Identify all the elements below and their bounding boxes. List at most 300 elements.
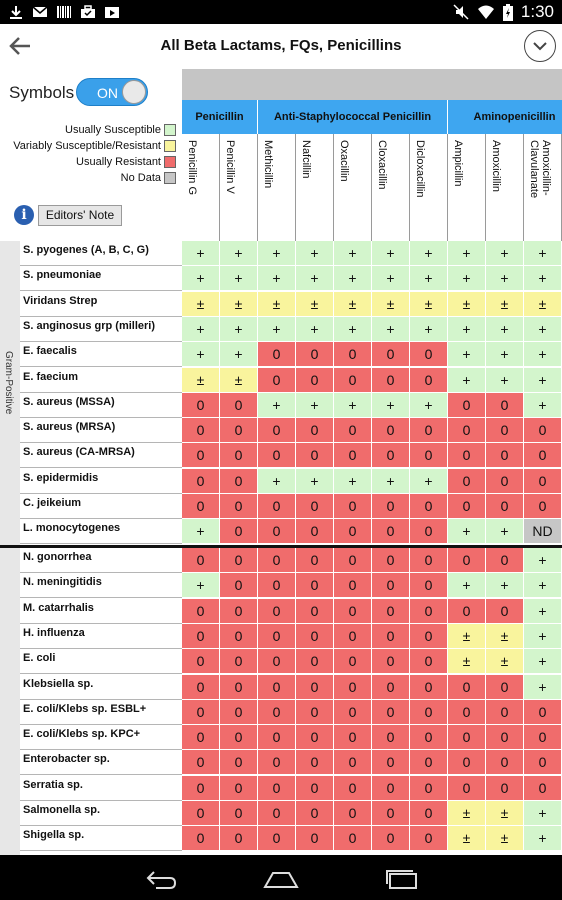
susceptibility-cell[interactable]: 0 — [182, 624, 220, 649]
organism-row — [0, 624, 562, 649]
susceptibility-cell[interactable]: + — [296, 241, 334, 266]
organism-row — [0, 700, 562, 725]
susceptibility-cell[interactable]: 0 — [448, 418, 486, 443]
susceptibility-cell[interactable]: 0 — [372, 342, 410, 367]
susceptibility-cell[interactable]: ± — [448, 649, 486, 674]
susceptibility-cell[interactable]: 0 — [258, 368, 296, 393]
susceptibility-cell[interactable]: + — [448, 266, 486, 291]
recents-nav-icon[interactable] — [384, 867, 420, 889]
susceptibility-cell[interactable]: 0 — [182, 801, 220, 826]
susceptibility-cell[interactable]: ± — [258, 292, 296, 317]
susceptibility-cell[interactable]: 0 — [220, 624, 258, 649]
susceptibility-cell[interactable]: + — [486, 573, 524, 598]
organism-name[interactable]: E. coli/Klebs sp. ESBL+ — [20, 700, 182, 725]
organism-row — [0, 801, 562, 826]
susceptibility-cell[interactable]: + — [372, 317, 410, 342]
susceptibility-cell[interactable]: ± — [220, 292, 258, 317]
susceptibility-cell[interactable]: 0 — [448, 776, 486, 801]
susceptibility-cell[interactable]: 0 — [524, 418, 562, 443]
drug-column-header[interactable] — [220, 134, 258, 241]
drug-column-header[interactable] — [448, 134, 486, 241]
susceptibility-cell[interactable]: 0 — [448, 725, 486, 750]
susceptibility-cell[interactable]: 0 — [486, 599, 524, 624]
susceptibility-cell[interactable]: 0 — [334, 624, 372, 649]
susceptibility-cell[interactable]: 0 — [334, 494, 372, 519]
susceptibility-cell[interactable]: 0 — [334, 519, 372, 544]
susceptibility-cell[interactable]: 0 — [220, 700, 258, 725]
susceptibility-cell[interactable]: 0 — [410, 342, 448, 367]
susceptibility-cell[interactable]: + — [448, 368, 486, 393]
drug-column-header[interactable] — [296, 134, 334, 241]
susceptibility-cell[interactable]: 0 — [296, 443, 334, 468]
susceptibility-cell[interactable]: + — [524, 368, 562, 393]
navigation-bar — [0, 855, 562, 900]
susceptibility-cell[interactable]: + — [334, 469, 372, 494]
info-icon[interactable]: i — [14, 205, 34, 225]
susceptibility-cell[interactable]: 0 — [410, 418, 448, 443]
back-nav-icon[interactable] — [142, 867, 178, 889]
susceptibility-cell[interactable]: 0 — [410, 573, 448, 598]
susceptibility-cell[interactable]: 0 — [372, 826, 410, 851]
susceptibility-cell[interactable]: + — [448, 342, 486, 367]
susceptibility-grid[interactable] — [0, 241, 562, 855]
susceptibility-cell[interactable]: 0 — [220, 776, 258, 801]
susceptibility-cell[interactable]: 0 — [372, 801, 410, 826]
drug-column-header[interactable] — [182, 134, 220, 241]
drug-column-header[interactable] — [410, 134, 448, 241]
susceptibility-cell[interactable]: + — [182, 573, 220, 598]
chevron-down-icon — [532, 40, 548, 52]
drug-column-header[interactable] — [372, 134, 410, 241]
susceptibility-cell[interactable]: 0 — [448, 443, 486, 468]
organism-name[interactable]: Salmonella sp. — [20, 801, 182, 826]
susceptibility-cell[interactable]: 0 — [410, 801, 448, 826]
toggle-label: ON — [97, 85, 118, 101]
susceptibility-cell[interactable]: 0 — [410, 624, 448, 649]
susceptibility-cell[interactable]: 0 — [334, 801, 372, 826]
susceptibility-cell[interactable]: 0 — [220, 573, 258, 598]
susceptibility-cell[interactable]: ± — [486, 826, 524, 851]
organism-name[interactable]: S. pneumoniae — [20, 266, 182, 291]
susceptibility-cell[interactable]: 0 — [220, 494, 258, 519]
drug-group-header-cell: Penicillin — [182, 100, 258, 134]
susceptibility-cell[interactable]: ± — [334, 292, 372, 317]
mute-icon — [453, 4, 469, 20]
home-nav-icon[interactable] — [262, 867, 300, 889]
organism-name[interactable]: Shigella sp. — [20, 826, 182, 851]
drug-column-header[interactable] — [524, 134, 562, 241]
susceptibility-cell[interactable]: 0 — [296, 624, 334, 649]
susceptibility-cell[interactable]: 0 — [524, 494, 562, 519]
organism-name[interactable]: Viridans Strep — [20, 292, 182, 317]
susceptibility-cell[interactable]: 0 — [296, 573, 334, 598]
susceptibility-cell[interactable]: 0 — [486, 675, 524, 700]
susceptibility-cell[interactable]: + — [220, 342, 258, 367]
susceptibility-cell[interactable]: 0 — [372, 624, 410, 649]
susceptibility-cell[interactable]: 0 — [410, 649, 448, 674]
susceptibility-cell[interactable]: 0 — [410, 443, 448, 468]
susceptibility-cell[interactable]: 0 — [448, 675, 486, 700]
susceptibility-cell[interactable]: 0 — [410, 368, 448, 393]
susceptibility-cell[interactable]: ± — [486, 649, 524, 674]
susceptibility-cell[interactable]: 0 — [220, 393, 258, 418]
susceptibility-cell[interactable]: + — [486, 342, 524, 367]
susceptibility-cell[interactable]: 0 — [372, 443, 410, 468]
susceptibility-cell[interactable]: + — [296, 266, 334, 291]
susceptibility-cell[interactable]: 0 — [372, 368, 410, 393]
susceptibility-cell[interactable]: 0 — [410, 599, 448, 624]
drug-name: Oxacillin — [338, 140, 350, 182]
susceptibility-cell[interactable]: + — [182, 342, 220, 367]
susceptibility-cell[interactable]: 0 — [182, 675, 220, 700]
organism-name[interactable]: M. catarrhalis — [20, 599, 182, 624]
susceptibility-cell[interactable]: + — [182, 317, 220, 342]
organism-name[interactable]: L. monocytogenes — [20, 519, 182, 544]
susceptibility-cell[interactable]: 0 — [296, 494, 334, 519]
susceptibility-cell[interactable]: 0 — [486, 700, 524, 725]
susceptibility-cell[interactable]: 0 — [372, 776, 410, 801]
susceptibility-cell[interactable]: ± — [448, 826, 486, 851]
susceptibility-cell[interactable]: 0 — [448, 393, 486, 418]
drug-name: Methicillin — [262, 140, 274, 189]
susceptibility-cell[interactable]: 0 — [486, 418, 524, 443]
susceptibility-cell[interactable]: + — [410, 266, 448, 291]
susceptibility-cell[interactable]: 0 — [220, 750, 258, 775]
susceptibility-cell[interactable]: + — [524, 624, 562, 649]
susceptibility-cell[interactable]: + — [486, 519, 524, 544]
susceptibility-cell[interactable]: 0 — [258, 548, 296, 573]
susceptibility-cell[interactable]: + — [296, 317, 334, 342]
susceptibility-cell[interactable]: + — [296, 469, 334, 494]
susceptibility-cell[interactable]: 0 — [372, 750, 410, 775]
susceptibility-cell[interactable]: 0 — [258, 573, 296, 598]
susceptibility-cell[interactable]: ± — [220, 368, 258, 393]
susceptibility-cell[interactable]: 0 — [182, 393, 220, 418]
susceptibility-cell[interactable]: 0 — [372, 573, 410, 598]
susceptibility-cell[interactable]: + — [524, 649, 562, 674]
susceptibility-cell[interactable]: 0 — [220, 443, 258, 468]
susceptibility-cell[interactable]: 0 — [410, 725, 448, 750]
susceptibility-cell[interactable]: 0 — [410, 826, 448, 851]
susceptibility-cell[interactable]: 0 — [372, 725, 410, 750]
susceptibility-cell[interactable]: + — [220, 317, 258, 342]
susceptibility-cell[interactable]: + — [410, 469, 448, 494]
susceptibility-cell[interactable]: 0 — [410, 675, 448, 700]
susceptibility-cell[interactable]: ± — [486, 801, 524, 826]
susceptibility-cell[interactable]: 0 — [182, 494, 220, 519]
susceptibility-cell[interactable]: + — [372, 266, 410, 291]
susceptibility-cell[interactable]: 0 — [334, 443, 372, 468]
susceptibility-cell[interactable]: ± — [448, 801, 486, 826]
susceptibility-cell[interactable]: 0 — [296, 599, 334, 624]
organism-name[interactable]: E. faecalis — [20, 342, 182, 367]
susceptibility-cell[interactable]: 0 — [334, 700, 372, 725]
susceptibility-cell[interactable]: + — [448, 519, 486, 544]
susceptibility-cell[interactable]: 0 — [524, 443, 562, 468]
susceptibility-cell[interactable]: + — [524, 599, 562, 624]
susceptibility-cell[interactable]: 0 — [334, 675, 372, 700]
susceptibility-cell[interactable]: 0 — [220, 519, 258, 544]
susceptibility-cell[interactable]: 0 — [296, 725, 334, 750]
susceptibility-cell[interactable]: 0 — [372, 494, 410, 519]
susceptibility-cell[interactable]: ± — [486, 624, 524, 649]
organism-name[interactable]: S. aureus (MRSA) — [20, 418, 182, 443]
susceptibility-cell[interactable]: 0 — [296, 548, 334, 573]
susceptibility-cell[interactable]: 0 — [372, 599, 410, 624]
susceptibility-cell[interactable]: 0 — [410, 519, 448, 544]
susceptibility-cell[interactable]: ± — [182, 368, 220, 393]
susceptibility-cell[interactable]: 0 — [296, 750, 334, 775]
susceptibility-cell[interactable]: 0 — [296, 342, 334, 367]
susceptibility-cell[interactable]: 0 — [372, 675, 410, 700]
susceptibility-cell[interactable]: 0 — [258, 342, 296, 367]
susceptibility-cell[interactable]: 0 — [258, 776, 296, 801]
susceptibility-cell[interactable]: 0 — [182, 599, 220, 624]
organism-name[interactable]: S. epidermidis — [20, 469, 182, 494]
organism-name[interactable]: E. coli/Klebs sp. KPC+ — [20, 725, 182, 750]
organism-name[interactable]: N. meningitidis — [20, 573, 182, 598]
susceptibility-cell[interactable]: + — [524, 573, 562, 598]
susceptibility-cell[interactable]: 0 — [182, 418, 220, 443]
susceptibility-cell[interactable]: 0 — [410, 700, 448, 725]
organism-name[interactable]: C. jeikeium — [20, 494, 182, 519]
drug-column-header[interactable] — [258, 134, 296, 241]
susceptibility-cell[interactable]: 0 — [334, 649, 372, 674]
susceptibility-cell[interactable]: 0 — [182, 725, 220, 750]
susceptibility-cell[interactable]: + — [524, 675, 562, 700]
susceptibility-cell[interactable]: 0 — [296, 519, 334, 544]
susceptibility-cell[interactable]: 0 — [182, 700, 220, 725]
susceptibility-cell[interactable]: 0 — [258, 599, 296, 624]
susceptibility-cell[interactable]: 0 — [372, 649, 410, 674]
susceptibility-cell[interactable]: 0 — [486, 469, 524, 494]
organism-name[interactable]: S. aureus (MSSA) — [20, 393, 182, 418]
susceptibility-cell[interactable]: + — [258, 317, 296, 342]
susceptibility-cell[interactable]: + — [334, 266, 372, 291]
susceptibility-cell[interactable]: 0 — [334, 418, 372, 443]
susceptibility-cell[interactable]: 0 — [296, 826, 334, 851]
susceptibility-cell[interactable]: + — [486, 317, 524, 342]
susceptibility-cell[interactable]: 0 — [334, 342, 372, 367]
susceptibility-cell[interactable]: 0 — [220, 675, 258, 700]
susceptibility-cell[interactable]: 0 — [182, 469, 220, 494]
susceptibility-cell[interactable]: + — [486, 368, 524, 393]
organism-name[interactable]: Klebsiella sp. — [20, 675, 182, 700]
susceptibility-cell[interactable]: + — [448, 241, 486, 266]
susceptibility-cell[interactable]: + — [410, 393, 448, 418]
organism-name[interactable]: Serratia sp. — [20, 776, 182, 801]
susceptibility-cell[interactable]: 0 — [334, 548, 372, 573]
susceptibility-cell[interactable]: 0 — [448, 469, 486, 494]
susceptibility-cell[interactable]: + — [372, 393, 410, 418]
susceptibility-cell[interactable]: ± — [448, 292, 486, 317]
organism-name[interactable]: S. pyogenes (A, B, C, G) — [20, 241, 182, 266]
susceptibility-cell[interactable]: + — [524, 826, 562, 851]
susceptibility-cell[interactable]: 0 — [258, 624, 296, 649]
susceptibility-cell[interactable]: 0 — [220, 649, 258, 674]
susceptibility-cell[interactable]: 0 — [258, 675, 296, 700]
drug-name: Nafcillin — [300, 140, 312, 179]
susceptibility-cell[interactable]: 0 — [334, 750, 372, 775]
susceptibility-cell[interactable]: ± — [372, 292, 410, 317]
susceptibility-cell[interactable]: ± — [182, 292, 220, 317]
susceptibility-cell[interactable]: 0 — [220, 469, 258, 494]
susceptibility-cell[interactable]: + — [448, 573, 486, 598]
susceptibility-cell[interactable]: 0 — [486, 393, 524, 418]
susceptibility-cell[interactable]: 0 — [448, 548, 486, 573]
susceptibility-cell[interactable]: 0 — [334, 368, 372, 393]
organism-name[interactable]: E. faecium — [20, 368, 182, 393]
susceptibility-cell[interactable]: 0 — [182, 776, 220, 801]
susceptibility-cell[interactable]: + — [524, 548, 562, 573]
susceptibility-cell[interactable]: 0 — [296, 368, 334, 393]
susceptibility-cell[interactable]: + — [334, 317, 372, 342]
susceptibility-cell[interactable]: 0 — [182, 649, 220, 674]
susceptibility-cell[interactable]: 0 — [182, 826, 220, 851]
susceptibility-cell[interactable]: 0 — [448, 700, 486, 725]
susceptibility-cell[interactable]: 0 — [410, 750, 448, 775]
susceptibility-cell[interactable]: 0 — [334, 725, 372, 750]
susceptibility-cell[interactable]: + — [524, 241, 562, 266]
susceptibility-cell[interactable]: 0 — [372, 700, 410, 725]
susceptibility-cell[interactable]: 0 — [258, 826, 296, 851]
organism-name[interactable]: E. coli — [20, 649, 182, 674]
susceptibility-cell[interactable]: 0 — [486, 548, 524, 573]
susceptibility-cell[interactable]: 0 — [258, 649, 296, 674]
organism-row — [0, 342, 562, 367]
susceptibility-cell[interactable]: 0 — [486, 494, 524, 519]
susceptibility-cell[interactable]: 0 — [524, 469, 562, 494]
organism-name[interactable]: S. aureus (CA-MRSA) — [20, 443, 182, 468]
susceptibility-cell[interactable]: 0 — [334, 826, 372, 851]
susceptibility-cell[interactable]: 0 — [220, 548, 258, 573]
susceptibility-cell[interactable]: + — [448, 317, 486, 342]
susceptibility-cell[interactable]: 0 — [220, 725, 258, 750]
susceptibility-cell[interactable]: + — [258, 469, 296, 494]
susceptibility-cell[interactable]: + — [334, 241, 372, 266]
susceptibility-cell[interactable]: 0 — [372, 548, 410, 573]
susceptibility-cell[interactable]: 0 — [334, 599, 372, 624]
susceptibility-cell[interactable]: ± — [486, 292, 524, 317]
susceptibility-cell[interactable]: 0 — [220, 418, 258, 443]
susceptibility-cell[interactable]: 0 — [448, 750, 486, 775]
susceptibility-cell[interactable]: 0 — [296, 776, 334, 801]
organism-name[interactable]: Enterobacter sp. — [20, 750, 182, 775]
susceptibility-cell[interactable]: 0 — [334, 573, 372, 598]
susceptibility-cell[interactable]: + — [410, 241, 448, 266]
briefcase-icon — [80, 4, 96, 20]
organism-name[interactable]: S. anginosus grp (milleri) — [20, 317, 182, 342]
susceptibility-cell[interactable]: 0 — [258, 519, 296, 544]
susceptibility-cell[interactable]: 0 — [258, 443, 296, 468]
susceptibility-cell[interactable]: + — [486, 266, 524, 291]
susceptibility-cell[interactable]: 0 — [410, 776, 448, 801]
susceptibility-cell[interactable]: + — [258, 393, 296, 418]
susceptibility-cell[interactable]: + — [524, 801, 562, 826]
susceptibility-cell[interactable]: 0 — [524, 750, 562, 775]
susceptibility-cell[interactable]: 0 — [182, 548, 220, 573]
susceptibility-cell[interactable]: + — [524, 342, 562, 367]
susceptibility-cell[interactable]: 0 — [372, 418, 410, 443]
susceptibility-cell[interactable]: + — [182, 266, 220, 291]
susceptibility-cell[interactable]: + — [410, 317, 448, 342]
susceptibility-cell[interactable]: 0 — [296, 418, 334, 443]
legend-swatch — [164, 124, 176, 136]
susceptibility-cell[interactable]: 0 — [486, 750, 524, 775]
susceptibility-cell[interactable]: ND — [524, 519, 562, 544]
susceptibility-cell[interactable]: + — [334, 393, 372, 418]
susceptibility-cell[interactable]: + — [182, 241, 220, 266]
expand-menu-button[interactable] — [524, 30, 556, 62]
symbols-toggle[interactable] — [76, 78, 148, 106]
susceptibility-cell[interactable]: 0 — [410, 494, 448, 519]
susceptibility-cell[interactable]: 0 — [182, 750, 220, 775]
susceptibility-cell[interactable]: + — [372, 241, 410, 266]
organism-row — [0, 599, 562, 624]
susceptibility-cell[interactable]: 0 — [410, 548, 448, 573]
susceptibility-cell[interactable]: 0 — [296, 700, 334, 725]
susceptibility-cell[interactable]: 0 — [334, 776, 372, 801]
susceptibility-cell[interactable]: 0 — [372, 519, 410, 544]
susceptibility-cell[interactable]: 0 — [220, 599, 258, 624]
susceptibility-cell[interactable]: + — [486, 241, 524, 266]
susceptibility-cell[interactable]: 0 — [486, 776, 524, 801]
susceptibility-cell[interactable]: 0 — [258, 700, 296, 725]
susceptibility-cell[interactable]: + — [258, 241, 296, 266]
susceptibility-cell[interactable]: ± — [410, 292, 448, 317]
susceptibility-cell[interactable]: 0 — [486, 443, 524, 468]
susceptibility-cell[interactable]: 0 — [258, 494, 296, 519]
susceptibility-cell[interactable]: ± — [524, 292, 562, 317]
drug-name: Ampicillin — [452, 140, 464, 187]
susceptibility-cell[interactable]: 0 — [258, 801, 296, 826]
susceptibility-cell[interactable]: + — [524, 266, 562, 291]
drug-group-header-cell: Anti-Staphylococcal Penicillin — [258, 100, 448, 134]
susceptibility-cell[interactable]: 0 — [258, 418, 296, 443]
susceptibility-cell[interactable]: 0 — [296, 801, 334, 826]
organism-name[interactable]: N. gonorrhea — [20, 548, 182, 573]
susceptibility-cell[interactable]: + — [524, 393, 562, 418]
susceptibility-cell[interactable]: ± — [296, 292, 334, 317]
editors-note-button[interactable]: Editors' Note — [38, 205, 122, 226]
susceptibility-cell[interactable]: + — [220, 241, 258, 266]
susceptibility-cell[interactable]: 0 — [524, 700, 562, 725]
susceptibility-cell[interactable]: + — [220, 266, 258, 291]
drug-column-header[interactable] — [334, 134, 372, 241]
susceptibility-cell[interactable]: 0 — [296, 649, 334, 674]
susceptibility-cell[interactable]: 0 — [486, 725, 524, 750]
susceptibility-cell[interactable]: 0 — [448, 494, 486, 519]
susceptibility-cell[interactable]: 0 — [524, 725, 562, 750]
susceptibility-cell[interactable]: 0 — [448, 599, 486, 624]
susceptibility-cell[interactable]: + — [182, 519, 220, 544]
susceptibility-cell[interactable]: + — [258, 266, 296, 291]
susceptibility-cell[interactable]: + — [372, 469, 410, 494]
drug-column-header[interactable] — [486, 134, 524, 241]
susceptibility-cell[interactable]: 0 — [258, 750, 296, 775]
susceptibility-cell[interactable]: 0 — [258, 725, 296, 750]
susceptibility-cell[interactable]: + — [296, 393, 334, 418]
susceptibility-cell[interactable]: + — [524, 317, 562, 342]
drug-name: Penicillin V — [224, 140, 236, 194]
susceptibility-cell[interactable]: 0 — [524, 776, 562, 801]
susceptibility-cell[interactable]: 0 — [182, 443, 220, 468]
susceptibility-cell[interactable]: ± — [448, 624, 486, 649]
susceptibility-cell[interactable]: 0 — [296, 675, 334, 700]
organism-name[interactable]: H. influenza — [20, 624, 182, 649]
susceptibility-cell[interactable]: 0 — [220, 801, 258, 826]
susceptibility-cell[interactable]: 0 — [220, 826, 258, 851]
